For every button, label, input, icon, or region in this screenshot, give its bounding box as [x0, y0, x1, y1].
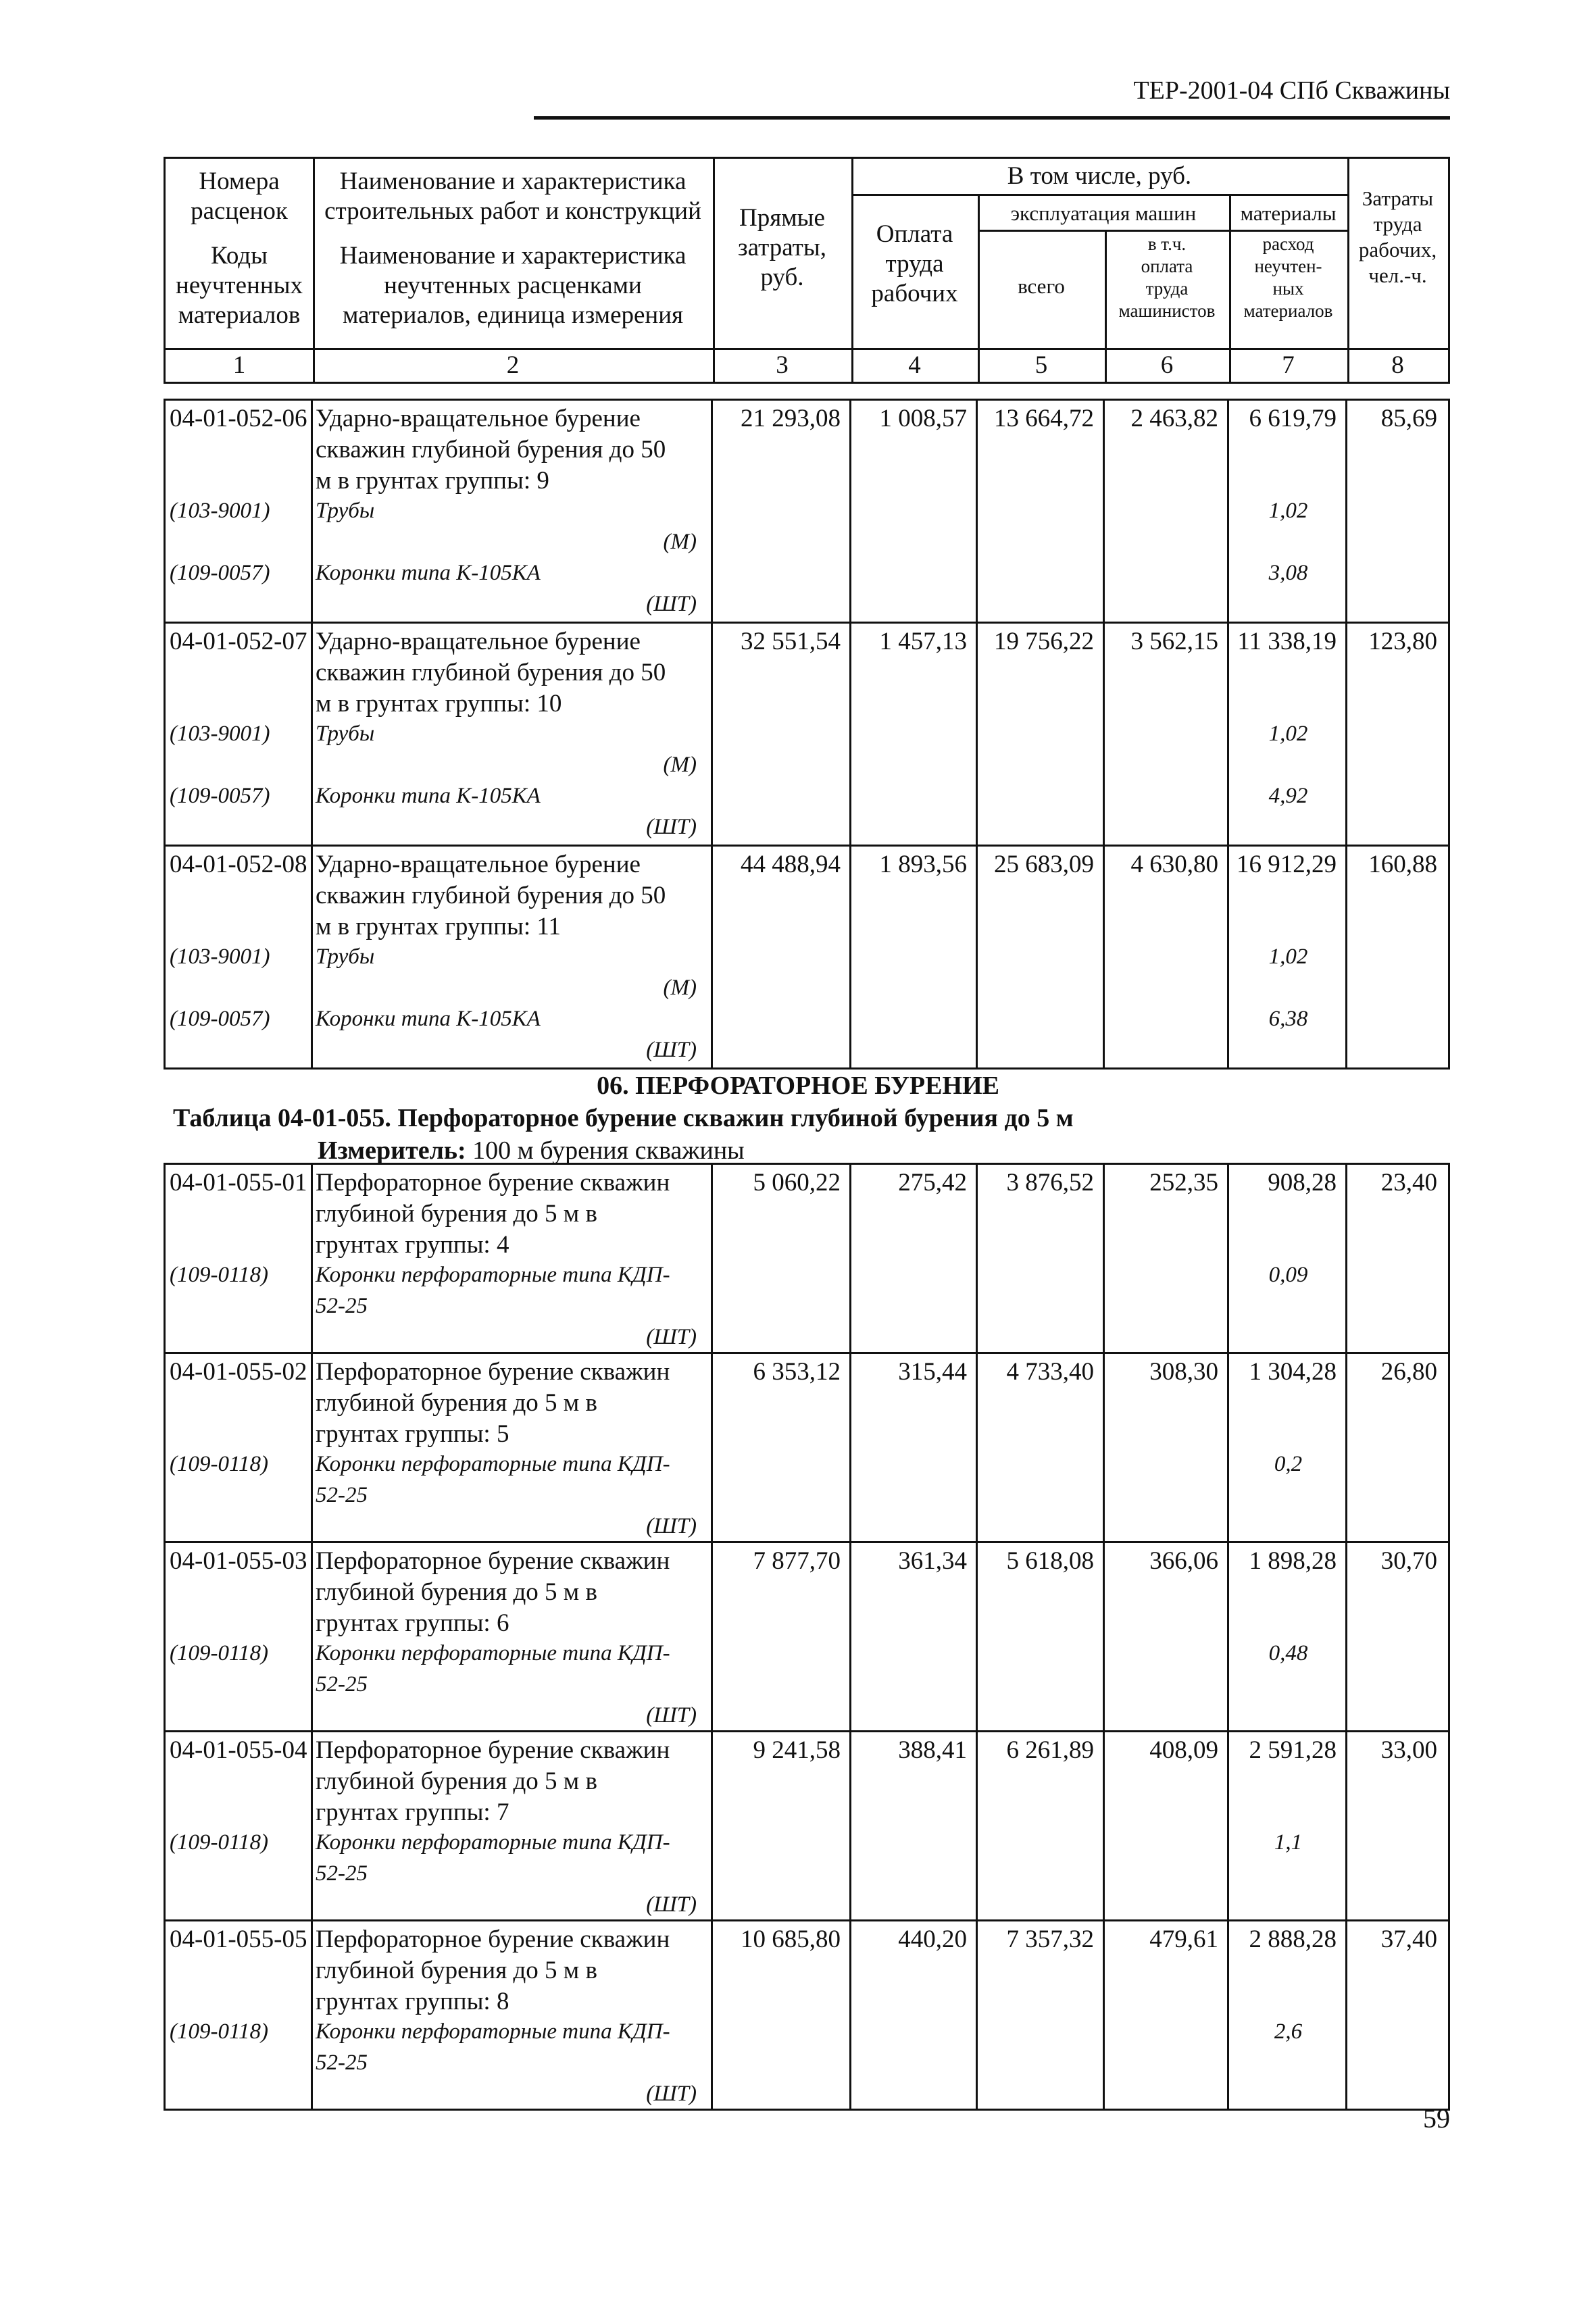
col-number: 2 [506, 351, 520, 379]
rate-name-line: Перфораторное бурение скважин [316, 1358, 670, 1386]
labor-hours: 37,40 [1380, 1926, 1437, 1953]
column-divider [849, 847, 851, 1067]
column-divider [1345, 1543, 1347, 1730]
col2-top-header [313, 167, 713, 226]
column-divider [1345, 1165, 1347, 1352]
labor-hours: 26,80 [1380, 1358, 1437, 1386]
material-name: Трубы [316, 499, 375, 523]
column-divider [311, 401, 313, 622]
material-unit: (ШТ) [646, 1892, 697, 1917]
machinist-labor: 308,30 [1149, 1358, 1218, 1386]
labor-hours: 85,69 [1380, 405, 1437, 432]
labor-hours: 23,40 [1380, 1169, 1437, 1197]
col1-top-header [166, 167, 313, 226]
material-unit: (ШТ) [646, 815, 697, 839]
material-unit: (ШТ) [646, 1038, 697, 1062]
rate-name-line: грунтах группы: 5 [316, 1420, 509, 1448]
rate-name-line: грунтах группы: 7 [316, 1799, 509, 1826]
rate-name-line: грунтах группы: 6 [316, 1609, 509, 1637]
col8-line: чел.-ч. [1368, 263, 1427, 287]
rate-code: 04-01-052-08 [170, 851, 307, 878]
machine-cost: 7 357,32 [1006, 1926, 1094, 1953]
material-code: (109-0057) [170, 784, 270, 808]
col-number: 5 [1034, 351, 1048, 379]
column-divider [711, 401, 713, 622]
col1-top-line: Номера [199, 168, 280, 195]
column-divider [849, 1354, 851, 1541]
rate-name-line: глубиной бурения до 5 м в [316, 1389, 597, 1417]
machine-cost: 6 261,89 [1006, 1736, 1094, 1764]
measure-value: 100 м бурения скважины [472, 1136, 745, 1165]
material-qty: 3,08 [1268, 561, 1308, 585]
column-divider [1227, 1165, 1229, 1352]
rate-name-line: Ударно-вращательное бурение [316, 628, 641, 655]
rate-name-line: скважин глубиной бурения до 50 [316, 436, 666, 463]
column-divider [1345, 1354, 1347, 1541]
col2-bottom-line: неучтенных расценками [384, 272, 642, 299]
material-name: 52-25 [316, 1861, 368, 1886]
rate-name-line: Перфораторное бурение скважин [316, 1736, 670, 1764]
material-name: 52-25 [316, 1294, 368, 1318]
column-divider [1103, 1543, 1105, 1730]
rate-code: 04-01-055-03 [170, 1547, 307, 1575]
direct-cost: 21 293,08 [741, 405, 841, 432]
material-unit: (ШТ) [646, 1514, 697, 1538]
col7-line: неучтен- [1254, 256, 1322, 276]
column-divider [849, 1921, 851, 2109]
labor-cost: 275,42 [898, 1169, 967, 1197]
column-divider [311, 624, 313, 845]
material-name: Коронки перфораторные типа КДП- [316, 1452, 670, 1476]
material-code: (109-0118) [170, 1452, 269, 1476]
machinist-labor: 2 463,82 [1130, 405, 1218, 432]
col4-header [851, 220, 978, 309]
machine-cost: 3 876,52 [1006, 1169, 1094, 1197]
column-divider [1345, 1732, 1347, 1919]
machinist-labor: 479,61 [1149, 1926, 1218, 1953]
column-divider [711, 624, 713, 845]
column-divider [976, 1921, 978, 2109]
rate-row [164, 1543, 1450, 1732]
direct-cost: 32 551,54 [741, 628, 841, 655]
rate-code: 04-01-055-04 [170, 1736, 307, 1764]
direct-cost: 9 241,58 [753, 1736, 841, 1764]
header-divider [851, 194, 1347, 196]
labor-cost: 315,44 [898, 1358, 967, 1386]
labor-cost: 1 893,56 [879, 851, 967, 878]
labor-hours: 30,70 [1380, 1547, 1437, 1575]
material-code: (109-0118) [170, 1263, 269, 1287]
column-divider [976, 1732, 978, 1919]
rate-name-line: глубиной бурения до 5 м в [316, 1200, 597, 1228]
column-divider [1227, 1543, 1229, 1730]
col3-line: Прямые [739, 204, 825, 232]
material-unit: (М) [663, 530, 697, 554]
rate-name-line: м в грунтах группы: 11 [316, 913, 561, 940]
col-number: 8 [1391, 351, 1404, 379]
labor-hours: 123,80 [1368, 628, 1437, 655]
direct-cost: 44 488,94 [741, 851, 841, 878]
column-divider [1227, 1354, 1229, 1541]
rate-name-line: скважин глубиной бурения до 50 [316, 659, 666, 686]
material-unit: (ШТ) [646, 592, 697, 616]
material-name: Коронки перфораторные типа КДП- [316, 1830, 670, 1855]
materials-cost: 2 591,28 [1249, 1736, 1337, 1764]
table-header [164, 157, 1450, 384]
col7-line: ных [1272, 278, 1304, 299]
rate-name-line: грунтах группы: 8 [316, 1988, 509, 2015]
col8-line: Затраты [1362, 186, 1434, 210]
column-divider [711, 847, 713, 1067]
col2-bottom-line: материалов, единица измерения [342, 301, 684, 329]
column-divider [311, 847, 313, 1067]
machine-cost: 25 683,09 [994, 851, 1094, 878]
rate-code: 04-01-052-07 [170, 628, 307, 655]
material-qty: 1,02 [1268, 945, 1308, 969]
rate-code: 04-01-055-01 [170, 1169, 307, 1197]
col6-line: машинистов [1118, 301, 1216, 321]
material-code: (109-0057) [170, 561, 270, 585]
header-divider [166, 348, 1448, 350]
material-code: (109-0118) [170, 2019, 269, 2044]
materials-cost: 1 898,28 [1249, 1547, 1337, 1575]
materials-cost: 6 619,79 [1249, 405, 1337, 432]
rate-row [164, 1921, 1450, 2111]
material-qty: 2,6 [1274, 2019, 1303, 2044]
col-number: 6 [1160, 351, 1174, 379]
column-divider [711, 1732, 713, 1919]
col2-top-line: строительных работ и конструкций [324, 197, 701, 225]
measure-label: Измеритель: [318, 1136, 466, 1165]
material-unit: (М) [663, 753, 697, 777]
column-divider [976, 1165, 978, 1352]
direct-cost: 5 060,22 [753, 1169, 841, 1197]
material-code: (103-9001) [170, 722, 270, 746]
labor-cost: 361,34 [898, 1547, 967, 1575]
rate-row [164, 401, 1450, 624]
group-header: В том числе, руб. [1007, 162, 1192, 190]
rate-name-line: Перфораторное бурение скважин [316, 1926, 670, 1953]
document-header-title: ТЕР-2001-04 СПб Скважины [1133, 76, 1450, 105]
direct-cost: 6 353,12 [753, 1358, 841, 1386]
machinist-labor: 4 630,80 [1130, 851, 1218, 878]
column-divider [1103, 624, 1105, 845]
column-divider [1227, 1921, 1229, 2109]
col-number: 3 [776, 351, 789, 379]
col1-bottom-line: неучтенных [176, 272, 303, 299]
machines-header: эксплуатация машин [1010, 201, 1197, 225]
materials-cost: 11 338,19 [1237, 628, 1337, 655]
material-code: (109-0118) [170, 1830, 269, 1855]
column-divider [311, 1165, 313, 1352]
material-qty: 1,02 [1268, 499, 1308, 523]
material-name: 52-25 [316, 1672, 368, 1696]
column-divider [849, 1732, 851, 1919]
rate-name-line: скважин глубиной бурения до 50 [316, 882, 666, 909]
labor-cost: 388,41 [898, 1736, 967, 1764]
material-name: Коронки перфораторные типа КДП- [316, 1641, 670, 1665]
column-divider [1227, 1732, 1229, 1919]
materials-cost: 908,28 [1268, 1169, 1337, 1197]
rate-row [164, 1732, 1450, 1921]
labor-hours: 160,88 [1368, 851, 1437, 878]
material-unit: (ШТ) [646, 2082, 697, 2106]
material-name: Трубы [316, 722, 375, 746]
column-divider [976, 401, 978, 622]
material-code: (109-0118) [170, 1641, 269, 1665]
material-unit: (ШТ) [646, 1703, 697, 1728]
column-divider [1103, 401, 1105, 622]
column-divider [849, 1165, 851, 1352]
material-qty: 4,92 [1268, 784, 1308, 808]
direct-cost: 10 685,80 [741, 1926, 841, 1953]
machinist-labor: 252,35 [1149, 1169, 1218, 1197]
col6-line: в т.ч. [1147, 234, 1187, 254]
column-divider [711, 1543, 713, 1730]
column-divider [1345, 1921, 1347, 2109]
rate-name-line: глубиной бурения до 5 м в [316, 1578, 597, 1606]
col2-bottom-line: Наименование и характеристика [339, 242, 687, 270]
material-name: Коронки типа К-105КА [316, 784, 541, 808]
rate-name-line: глубиной бурения до 5 м в [316, 1767, 597, 1795]
direct-cost: 7 877,70 [753, 1547, 841, 1575]
col3-line: руб. [760, 263, 804, 291]
column-divider [849, 624, 851, 845]
materials-cost: 1 304,28 [1249, 1358, 1337, 1386]
rate-name-line: м в грунтах группы: 10 [316, 690, 562, 718]
header-divider [978, 230, 1347, 232]
material-name: Коронки перфораторные типа КДП- [316, 1263, 670, 1287]
column-divider [1103, 1921, 1105, 2109]
col1-bottom-header [166, 241, 313, 330]
machinist-labor: 408,09 [1149, 1736, 1218, 1764]
section-title: 06. ПЕРФОРАТОРНОЕ БУРЕНИЕ [597, 1072, 999, 1100]
rate-name-line: Перфораторное бурение скважин [316, 1169, 670, 1197]
column-divider [311, 1732, 313, 1919]
material-name: Трубы [316, 945, 375, 969]
material-unit: (М) [663, 976, 697, 1000]
col3-line: затраты, [738, 234, 826, 261]
col7-line: материалов [1243, 301, 1333, 321]
material-qty: 6,38 [1268, 1007, 1308, 1031]
page-number: 59 [1423, 2103, 1450, 2134]
material-qty: 1,1 [1274, 1830, 1303, 1855]
column-divider [311, 1354, 313, 1541]
col5-header: всего [1018, 274, 1065, 298]
rate-name-line: Ударно-вращательное бурение [316, 405, 641, 432]
material-code: (103-9001) [170, 499, 270, 523]
material-unit: (ШТ) [646, 1325, 697, 1349]
col2-top-line: Наименование и характеристика [339, 168, 687, 195]
column-divider [711, 1921, 713, 2109]
material-qty: 0,2 [1274, 1452, 1303, 1476]
col6-line: оплата [1141, 256, 1193, 276]
col6-header [1105, 233, 1229, 322]
labor-hours: 33,00 [1380, 1736, 1437, 1764]
rate-name-line: Перфораторное бурение скважин [316, 1547, 670, 1575]
col4-line: Оплата [876, 220, 953, 248]
column-divider [711, 1165, 713, 1352]
column-divider [976, 847, 978, 1067]
column-divider [1103, 1354, 1105, 1541]
labor-cost: 1 457,13 [879, 628, 967, 655]
material-name: Коронки перфораторные типа КДП- [316, 2019, 670, 2044]
materials-header: материалы [1240, 201, 1337, 225]
material-name: Коронки типа К-105КА [316, 1007, 541, 1031]
materials-cost: 2 888,28 [1249, 1926, 1337, 1953]
col1-bottom-line: материалов [178, 301, 301, 329]
column-divider [1103, 1732, 1105, 1919]
material-qty: 0,48 [1268, 1641, 1308, 1665]
column-divider [976, 1354, 978, 1541]
machine-cost: 19 756,22 [994, 628, 1094, 655]
column-divider [1103, 847, 1105, 1067]
column-divider [976, 624, 978, 845]
rate-code: 04-01-052-06 [170, 405, 307, 432]
machine-cost: 13 664,72 [994, 405, 1094, 432]
material-name: Коронки типа К-105КА [316, 561, 541, 585]
material-name: 52-25 [316, 2051, 368, 2075]
col6-line: труда [1145, 278, 1189, 299]
measure-line [318, 1136, 745, 1165]
col7-line: расход [1262, 234, 1314, 254]
machine-cost: 4 733,40 [1006, 1358, 1094, 1386]
rate-row [164, 847, 1450, 1070]
labor-cost: 1 008,57 [879, 405, 967, 432]
rate-name-line: м в грунтах группы: 9 [316, 467, 549, 495]
column-divider [849, 1543, 851, 1730]
machinist-labor: 366,06 [1149, 1547, 1218, 1575]
rate-row [164, 1354, 1450, 1543]
material-name: 52-25 [316, 1483, 368, 1507]
material-code: (103-9001) [170, 945, 270, 969]
col2-bottom-header [313, 241, 713, 330]
rate-name-line: глубиной бурения до 5 м в [316, 1957, 597, 1984]
material-qty: 1,02 [1268, 722, 1308, 746]
column-divider [849, 401, 851, 622]
col-number: 1 [232, 351, 246, 379]
col8-line: труда [1373, 212, 1422, 236]
col4-line: рабочих [871, 280, 958, 307]
col8-line: рабочих, [1358, 238, 1437, 261]
rate-name-line: грунтах группы: 4 [316, 1231, 509, 1259]
col8-header [1347, 186, 1448, 288]
col4-line: труда [885, 250, 944, 278]
column-divider [976, 1543, 978, 1730]
rate-row [164, 624, 1450, 847]
header-rule [534, 116, 1450, 120]
col3-header [713, 203, 851, 293]
material-qty: 0,09 [1268, 1263, 1308, 1287]
column-divider [711, 1354, 713, 1541]
machinist-labor: 3 562,15 [1130, 628, 1218, 655]
rate-row [164, 1165, 1450, 1354]
rate-name-line: Ударно-вращательное бурение [316, 851, 641, 878]
material-code: (109-0057) [170, 1007, 270, 1031]
col1-bottom-line: Коды [211, 242, 268, 270]
machine-cost: 5 618,08 [1006, 1547, 1094, 1575]
rate-code: 04-01-055-02 [170, 1358, 307, 1386]
table-title: Таблица 04-01-055. Перфораторное бурение скважин глубиной бурения до 5 м [173, 1104, 1074, 1132]
column-divider [311, 1543, 313, 1730]
col7-header [1229, 233, 1347, 322]
labor-cost: 440,20 [898, 1926, 967, 1953]
col-number: 7 [1282, 351, 1295, 379]
col-number: 4 [908, 351, 921, 379]
column-divider [311, 1921, 313, 2109]
col1-top-line: расценок [191, 197, 288, 225]
column-divider [1103, 1165, 1105, 1352]
materials-cost: 16 912,29 [1237, 851, 1337, 878]
rate-code: 04-01-055-05 [170, 1926, 307, 1953]
